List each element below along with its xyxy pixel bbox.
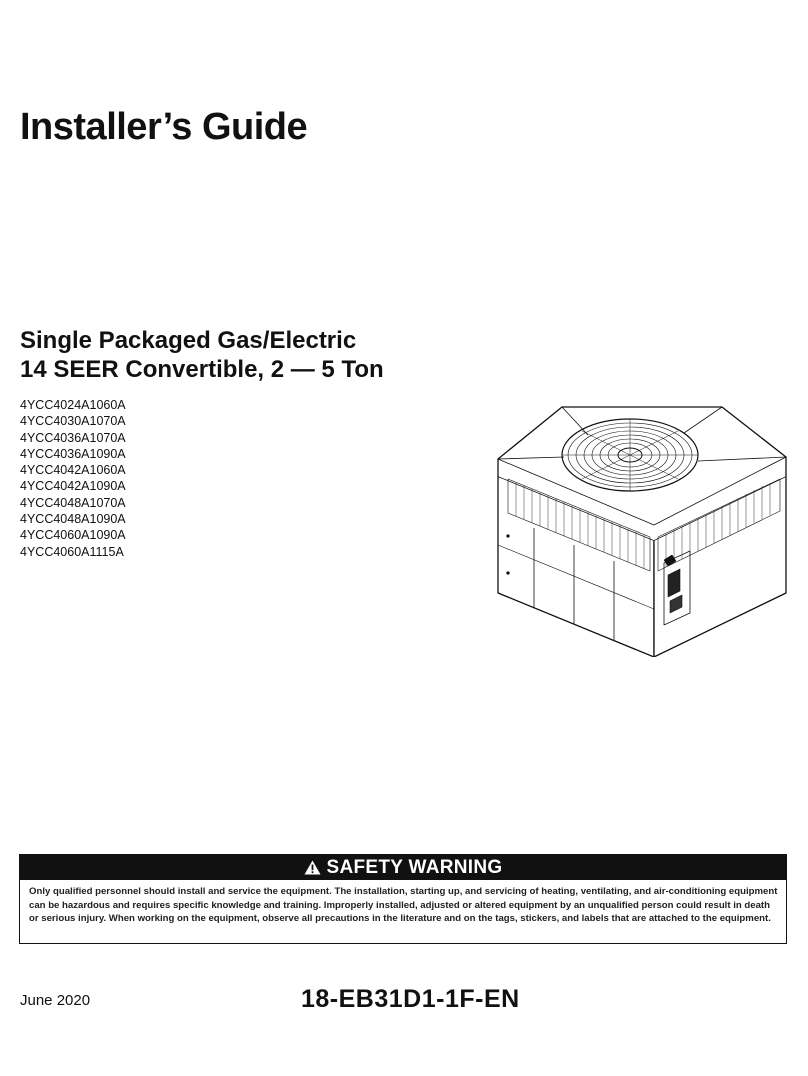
model-number-list <box>20 397 126 560</box>
subtitle-line-1: Single Packaged Gas/Electric <box>20 327 357 354</box>
document-number: 18-EB31D1-1F-EN <box>301 985 520 1013</box>
model-number: 4YCC4036A1070A <box>20 430 126 445</box>
model-number: 4YCC4060A1115A <box>20 544 124 559</box>
model-number: 4YCC4042A1060A <box>20 463 126 478</box>
safety-warning-header <box>20 855 786 880</box>
packaged-unit-illustration <box>494 395 790 657</box>
product-subtitle <box>20 326 384 384</box>
safety-warning-title: SAFETY WARNING <box>326 856 503 878</box>
safety-warning-box <box>19 854 787 944</box>
warning-triangle-icon <box>304 860 321 875</box>
model-number: 4YCC4024A1060A <box>20 398 126 412</box>
model-number: 4YCC4048A1090A <box>20 512 126 527</box>
page-title: Installer’s Guide <box>20 106 308 148</box>
subtitle-line-2: 14 SEER Convertible, 2 — 5 Ton <box>20 356 384 383</box>
publication-date: June 2020 <box>20 992 91 1009</box>
model-number: 4YCC4060A1090A <box>20 528 126 543</box>
model-number: 4YCC4036A1090A <box>20 446 126 461</box>
safety-warning-text: Only qualified personnel should install and service the equipment. The installation, starting up, and servicing of heating, ventilating, and air-conditioning equipment can be hazardous and requires specific knowledge and training. Improperly installed, adjusted or altered equipment by an unqualified person could result in death or serious injury. When working on the equipment, observe all precautions in the literature and on the tags, stickers, and labels that are attached to the equipment. <box>29 886 778 924</box>
model-number: 4YCC4042A1090A <box>20 479 126 494</box>
model-number: 4YCC4030A1070A <box>20 414 126 429</box>
model-number: 4YCC4048A1070A <box>20 495 126 510</box>
